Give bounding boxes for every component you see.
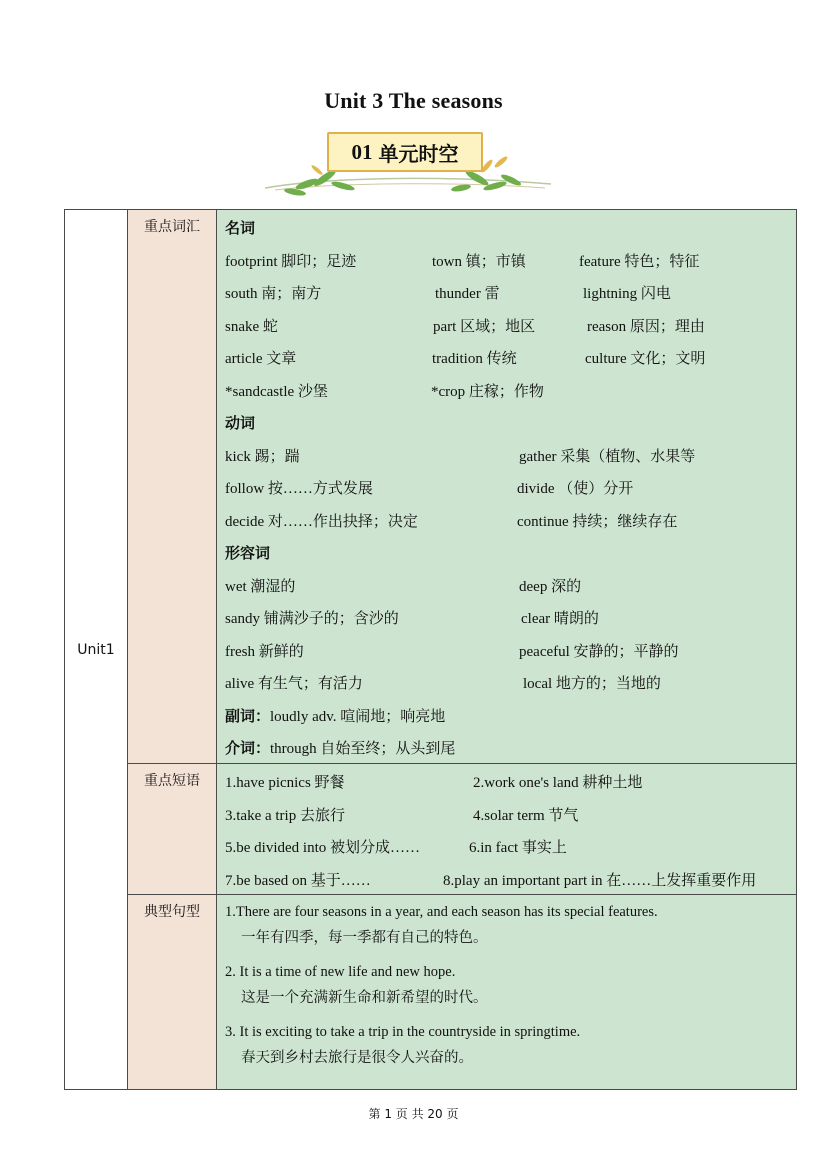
adj-item: deep 深的 — [519, 578, 582, 595]
sentences-category: 典型句型 — [128, 895, 217, 1090]
noun-item: thunder 雷 — [435, 286, 500, 302]
verb-row — [217, 470, 796, 503]
sentence-en: 1.There are four seasons in a year, and each season has its special features. — [225, 904, 658, 920]
adj-row — [217, 665, 796, 698]
verb-item: gather 采集（植物、水果等 — [519, 448, 696, 465]
noun-item: culture 文化；文明 — [585, 351, 706, 367]
adj-item: clear 晴朗的 — [521, 611, 599, 627]
verb-item: divide （使）分开 — [517, 481, 634, 497]
verb-item: kick 踢；踹 — [225, 448, 300, 465]
phrase-item: 4.solar term 节气 — [473, 807, 579, 824]
verb-row — [217, 438, 796, 471]
adj-item: fresh 新鲜的 — [225, 643, 304, 660]
adj-heading: 形容词 — [225, 544, 271, 562]
adj-item: alive 有生气；有活力 — [225, 676, 363, 692]
noun-item: article 文章 — [225, 351, 297, 367]
vocab-row — [65, 210, 797, 764]
noun-row — [217, 308, 796, 341]
sentence-cn: 春天到乡村去旅行是很令人兴奋的。 — [241, 1050, 473, 1066]
noun-heading: 名词 — [225, 219, 256, 237]
phrase-row — [217, 764, 796, 797]
noun-item: reason 原因；理由 — [587, 318, 705, 335]
verb-item: decide 对……作出抉择；决定 — [225, 513, 418, 530]
adj-item: sandy 铺满沙子的；含沙的 — [225, 611, 399, 627]
phrase-item: 8.play an important part in 在……上发挥重要作用 — [443, 872, 757, 889]
preposition-item: through 自始至终；从头到尾 — [270, 741, 456, 757]
noun-item: lightning 闪电 — [583, 286, 671, 302]
sentences-row — [65, 895, 797, 1090]
unit-cell — [65, 210, 128, 1090]
phrase-item: 3.take a trip 去旅行 — [225, 807, 345, 824]
adj-item: wet 潮湿的 — [225, 578, 296, 595]
adverb-row — [217, 698, 796, 731]
badge-label: 单元时空 — [378, 141, 459, 166]
noun-item: *sandcastle 沙堡 — [225, 383, 328, 400]
phrase-row — [217, 862, 796, 895]
vocab-category: 重点词汇 — [128, 210, 217, 764]
page-title: Unit 3 The seasons — [324, 88, 503, 113]
phrase-item: 5.be divided into 被划分成…… — [225, 840, 420, 856]
vocab-content — [217, 210, 797, 764]
adj-item: peaceful 安静的；平静的 — [519, 643, 679, 660]
unit-label: Unit1 — [77, 641, 115, 658]
sentence-en: 2. It is a time of new life and new hope. — [225, 964, 456, 980]
phrases-category: 重点短语 — [128, 764, 217, 895]
sentences-content — [217, 895, 797, 1090]
phrase-item: 2.work one's land 耕种土地 — [473, 775, 643, 791]
adj-row — [217, 568, 796, 601]
adj-row — [217, 600, 796, 633]
adj-item: local 地方的；当地的 — [523, 676, 661, 692]
noun-item: tradition 传统 — [432, 351, 517, 367]
noun-item: south 南；南方 — [225, 286, 322, 302]
phrase-item: 1.have picnics 野餐 — [225, 775, 345, 791]
section-banner — [255, 126, 560, 204]
sentence-cn: 一年有四季，每一季都有自己的特色。 — [241, 930, 488, 946]
noun-row — [217, 340, 796, 373]
phrase-item: 7.be based on 基于…… — [225, 872, 371, 889]
section-badge — [327, 132, 483, 172]
phrase-row — [217, 829, 796, 862]
sentence-en: 3. It is exciting to take a trip in the countryside in springtime. — [225, 1024, 581, 1040]
adverb-heading: 副词： — [225, 706, 271, 725]
unit-table — [64, 209, 797, 1090]
noun-item: town 镇；市镇 — [432, 253, 526, 270]
badge-number: 01 — [351, 139, 373, 164]
noun-item: footprint 脚印；足迹 — [225, 253, 357, 270]
phrase-item: 6.in fact 事实上 — [469, 840, 567, 856]
phrases-row — [65, 764, 797, 895]
noun-item: part 区域；地区 — [433, 318, 536, 335]
phrase-row — [217, 797, 796, 830]
noun-row — [217, 373, 796, 406]
preposition-row — [217, 730, 796, 763]
noun-row — [217, 275, 796, 308]
verb-heading: 动词 — [225, 414, 256, 432]
page-footer: 第 1 页 共 20 页 — [368, 1107, 459, 1121]
verb-row — [217, 503, 796, 536]
verb-item: continue 持续；继续存在 — [517, 513, 678, 530]
verb-item: follow 按……方式发展 — [225, 481, 373, 497]
phrases-content — [217, 764, 797, 895]
noun-item: *crop 庄稼；作物 — [431, 383, 544, 400]
noun-item: feature 特色；特征 — [579, 253, 700, 270]
adj-row — [217, 633, 796, 666]
sentence-cn: 这是一个充满新生命和新希望的时代。 — [241, 990, 488, 1006]
adverb-item: loudly adv. 喧闹地；响亮地 — [270, 708, 446, 725]
preposition-heading: 介词： — [225, 739, 271, 757]
noun-row — [217, 243, 796, 276]
noun-item: snake 蛇 — [225, 318, 278, 335]
